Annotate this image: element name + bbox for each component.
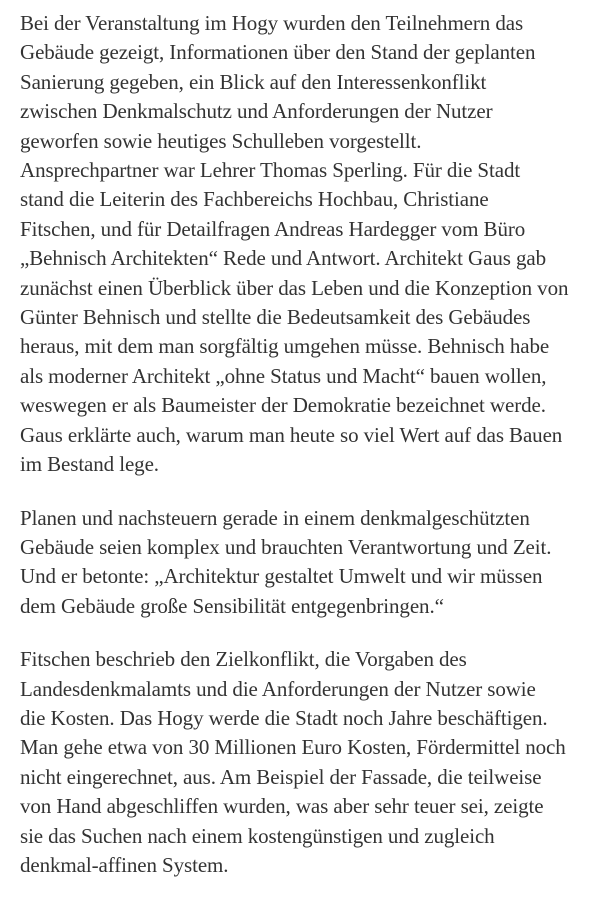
text-line: Ansprechpartner war Lehrer Thomas Sperling. Für die Stadt (20, 158, 521, 183)
text-line: „Behnisch Architekten“ Rede und Antwort. Architekt Gaus gab (20, 246, 546, 271)
text-line: dem Gebäude große Sensibilität entgegenbringen.“ (20, 593, 444, 618)
text-line: Fitschen, und für Detailfragen Andreas Hardegger vom Büro (20, 216, 526, 241)
text-line: Bei der Veranstaltung im Hogy wurden den Teilnehmern das (20, 11, 524, 35)
text-line: Gebäude seien komplex und brauchten Verantwortung und Zeit. (20, 534, 552, 559)
text-line: Man gehe etwa von 30 Millionen Euro Kosten, Fördermittel noch (20, 735, 566, 760)
text-line: Und er betonte: „Architektur gestaltet Umwelt und wir müssen (20, 564, 543, 589)
paragraph (20, 9, 582, 480)
text-line: Sanierung gegeben, ein Blick auf den Interessenkonflikt (20, 69, 487, 94)
text-line: zunächst einen Überblick über das Leben und die Konzeption von (20, 275, 569, 300)
text-line: als moderner Architekt „ohne Status und Macht“ bauen wollen, (20, 363, 547, 388)
text-line: Landesdenkmalamts und die Anforderungen der Nutzer sowie (20, 676, 536, 701)
text-line: im Bestand lege. (20, 452, 159, 477)
text-line: weswegen er als Baumeister der Demokratie bezeichnet werde. (20, 393, 546, 418)
text-line: Günter Behnisch und stellte die Bedeutsamkeit des Gebäudes (20, 305, 531, 330)
text-line: Fitschen beschrieb den Zielkonflikt, die Vorgaben des (20, 647, 467, 672)
text-line: geworfen sowie heutiges Schulleben vorgestellt. (20, 128, 422, 153)
text-line: heraus, mit dem man sorgfältig umgehen müsse. Behnisch habe (20, 334, 550, 359)
text-line: stand die Leiterin des Fachbereichs Hochbau, Christiane (20, 187, 489, 212)
paragraph (20, 504, 582, 622)
text-line: Gebäude gezeigt, Informationen über den Stand der geplanten (20, 40, 536, 65)
text-line: Gaus erklärte auch, warum man heute so viel Wert auf das Bauen (20, 422, 563, 447)
paragraph (20, 645, 582, 880)
text-line: die Kosten. Das Hogy werde die Stadt noch Jahre beschäftigen. (20, 705, 548, 730)
text-line: zwischen Denkmalschutz und Anforderungen der Nutzer (20, 99, 493, 124)
text-line: Planen und nachsteuern gerade in einem denkmalgeschützten (20, 505, 530, 530)
text-line: sie das Suchen nach einem kostengünstigen und zugleich (20, 823, 495, 848)
text-line: denkmal-affinen System. (20, 852, 229, 877)
text-line: von Hand abgeschliffen wurden, was aber sehr teuer sei, zeigte (20, 794, 544, 819)
text-line: nicht eingerechnet, aus. Am Beispiel der Fassade, die teilweise (20, 764, 542, 789)
